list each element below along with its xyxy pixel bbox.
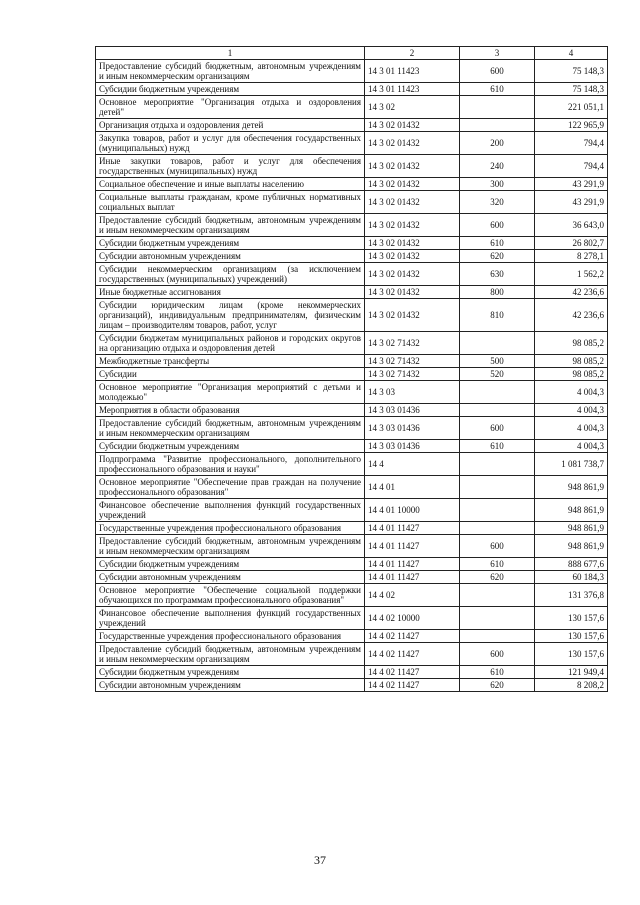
table-row bbox=[96, 476, 608, 499]
row-sum-cell: 42 236,6 bbox=[535, 299, 608, 332]
row-sum-cell: 794,4 bbox=[535, 132, 608, 155]
row-sum-cell: 1 081 738,7 bbox=[535, 453, 608, 476]
row-type-cell: 610 bbox=[460, 666, 535, 679]
row-code-cell: 14 3 02 bbox=[365, 96, 460, 119]
table-row bbox=[96, 132, 608, 155]
row-name-cell: Подпрограмма "Развитие профессионального, дополнительного профессионального образования и науки" bbox=[96, 453, 365, 476]
row-code-cell: 14 4 01 bbox=[365, 476, 460, 499]
row-code-cell: 14 3 02 01432 bbox=[365, 155, 460, 178]
page-number: 37 bbox=[314, 853, 326, 867]
row-name-cell: Субсидии автономным учреждениям bbox=[96, 250, 365, 263]
table-row bbox=[96, 191, 608, 214]
row-name-cell: Иные бюджетные ассигнования bbox=[96, 286, 365, 299]
row-sum-cell: 130 157,6 bbox=[535, 643, 608, 666]
table-row bbox=[96, 60, 608, 83]
row-type-cell: 500 bbox=[460, 355, 535, 368]
row-type-cell: 600 bbox=[460, 214, 535, 237]
row-name-cell: Предоставление субсидий бюджетным, автономным учреждениям и иным некоммерческим организациям bbox=[96, 417, 365, 440]
row-type-cell bbox=[460, 476, 535, 499]
row-name-cell: Субсидии автономным учреждениям bbox=[96, 679, 365, 692]
row-type-cell: 600 bbox=[460, 535, 535, 558]
table-row bbox=[96, 214, 608, 237]
row-code-cell: 14 3 02 71432 bbox=[365, 355, 460, 368]
row-sum-cell: 948 861,9 bbox=[535, 522, 608, 535]
row-sum-cell: 98 085,2 bbox=[535, 368, 608, 381]
row-code-cell: 14 4 02 bbox=[365, 584, 460, 607]
column-header-2: 2 bbox=[365, 47, 460, 60]
row-type-cell bbox=[460, 584, 535, 607]
row-name-cell: Предоставление субсидий бюджетным, автономным учреждениям и иным некоммерческим организациям bbox=[96, 535, 365, 558]
row-name-cell: Предоставление субсидий бюджетным, автономным учреждениям и иным некоммерческим организациям bbox=[96, 214, 365, 237]
table-row bbox=[96, 119, 608, 132]
column-header-4: 4 bbox=[535, 47, 608, 60]
table-row bbox=[96, 453, 608, 476]
row-sum-cell: 26 802,7 bbox=[535, 237, 608, 250]
table-row bbox=[96, 522, 608, 535]
row-name-cell: Субсидии bbox=[96, 368, 365, 381]
table-row bbox=[96, 643, 608, 666]
row-code-cell: 14 3 02 71432 bbox=[365, 332, 460, 355]
row-code-cell: 14 4 01 11427 bbox=[365, 535, 460, 558]
row-sum-cell: 4 004,3 bbox=[535, 404, 608, 417]
row-name-cell: Предоставление субсидий бюджетным, автономным учреждениям и иным некоммерческим организациям bbox=[96, 643, 365, 666]
row-type-cell bbox=[460, 607, 535, 630]
table-row bbox=[96, 178, 608, 191]
table-row bbox=[96, 355, 608, 368]
row-type-cell: 610 bbox=[460, 440, 535, 453]
row-name-cell: Мероприятия в области образования bbox=[96, 404, 365, 417]
row-type-cell: 520 bbox=[460, 368, 535, 381]
row-code-cell: 14 3 02 01432 bbox=[365, 119, 460, 132]
row-code-cell: 14 3 02 01432 bbox=[365, 191, 460, 214]
row-sum-cell: 130 157,6 bbox=[535, 630, 608, 643]
row-sum-cell: 8 208,2 bbox=[535, 679, 608, 692]
row-code-cell: 14 3 02 01432 bbox=[365, 214, 460, 237]
table-row bbox=[96, 381, 608, 404]
row-type-cell: 600 bbox=[460, 643, 535, 666]
row-sum-cell: 4 004,3 bbox=[535, 381, 608, 404]
row-sum-cell: 888 677,6 bbox=[535, 558, 608, 571]
row-sum-cell: 43 291,9 bbox=[535, 191, 608, 214]
table-row bbox=[96, 571, 608, 584]
table-row bbox=[96, 679, 608, 692]
table-row bbox=[96, 666, 608, 679]
row-name-cell: Основное мероприятие "Обеспечение социальной поддержки обучающихся по программам профессионального образования" bbox=[96, 584, 365, 607]
row-name-cell: Основное мероприятие "Организация мероприятий с детьми и молодежью" bbox=[96, 381, 365, 404]
row-name-cell: Социальные выплаты гражданам, кроме публичных нормативных социальных выплат bbox=[96, 191, 365, 214]
row-sum-cell: 42 236,6 bbox=[535, 286, 608, 299]
row-code-cell: 14 3 03 01436 bbox=[365, 440, 460, 453]
row-name-cell: Субсидии бюджетным учреждениям bbox=[96, 83, 365, 96]
table-row bbox=[96, 96, 608, 119]
row-type-cell: 620 bbox=[460, 679, 535, 692]
row-code-cell: 14 4 01 11427 bbox=[365, 522, 460, 535]
row-type-cell: 630 bbox=[460, 263, 535, 286]
row-code-cell: 14 4 bbox=[365, 453, 460, 476]
row-name-cell: Межбюджетные трансферты bbox=[96, 355, 365, 368]
row-type-cell: 620 bbox=[460, 250, 535, 263]
row-name-cell: Основное мероприятие "Организация отдыха и оздоровления детей" bbox=[96, 96, 365, 119]
column-header-1: 1 bbox=[96, 47, 365, 60]
row-name-cell: Основное мероприятие "Обеспечение прав граждан на получение профессионального образования" bbox=[96, 476, 365, 499]
row-sum-cell: 948 861,9 bbox=[535, 499, 608, 522]
row-code-cell: 14 4 01 11427 bbox=[365, 558, 460, 571]
row-name-cell: Субсидии некоммерческим организациям (за исключением государственных (муниципальных) учреждений) bbox=[96, 263, 365, 286]
row-code-cell: 14 4 02 11427 bbox=[365, 630, 460, 643]
row-type-cell bbox=[460, 332, 535, 355]
row-name-cell: Субсидии бюджетным учреждениям bbox=[96, 237, 365, 250]
row-sum-cell: 4 004,3 bbox=[535, 440, 608, 453]
row-sum-cell: 794,4 bbox=[535, 155, 608, 178]
row-sum-cell: 1 562,2 bbox=[535, 263, 608, 286]
row-type-cell: 610 bbox=[460, 558, 535, 571]
row-sum-cell: 221 051,1 bbox=[535, 96, 608, 119]
row-code-cell: 14 4 02 10000 bbox=[365, 607, 460, 630]
row-type-cell: 610 bbox=[460, 237, 535, 250]
table-row bbox=[96, 404, 608, 417]
row-name-cell: Финансовое обеспечение выполнения функций государственных учреждений bbox=[96, 607, 365, 630]
table-body bbox=[96, 47, 608, 692]
row-code-cell: 14 4 02 11427 bbox=[365, 679, 460, 692]
row-name-cell: Финансовое обеспечение выполнения функций государственных учреждений bbox=[96, 499, 365, 522]
table-row bbox=[96, 286, 608, 299]
row-name-cell: Субсидии юридическим лицам (кроме некоммерческих организаций), индивидуальным предпринимателям, физическим лицам – производителям товаров, работ, услуг bbox=[96, 299, 365, 332]
row-name-cell: Субсидии автономным учреждениям bbox=[96, 571, 365, 584]
row-code-cell: 14 3 02 01432 bbox=[365, 237, 460, 250]
row-sum-cell: 121 949,4 bbox=[535, 666, 608, 679]
column-header-3: 3 bbox=[460, 47, 535, 60]
row-sum-cell: 8 278,1 bbox=[535, 250, 608, 263]
row-type-cell bbox=[460, 96, 535, 119]
row-type-cell bbox=[460, 381, 535, 404]
row-code-cell: 14 4 01 10000 bbox=[365, 499, 460, 522]
table-row bbox=[96, 155, 608, 178]
row-sum-cell: 948 861,9 bbox=[535, 476, 608, 499]
table-row bbox=[96, 417, 608, 440]
row-type-cell: 620 bbox=[460, 571, 535, 584]
row-code-cell: 14 4 02 11427 bbox=[365, 666, 460, 679]
row-sum-cell: 130 157,6 bbox=[535, 607, 608, 630]
row-code-cell: 14 4 01 11427 bbox=[365, 571, 460, 584]
table-row bbox=[96, 558, 608, 571]
row-code-cell: 14 3 02 01432 bbox=[365, 263, 460, 286]
row-type-cell bbox=[460, 499, 535, 522]
row-code-cell: 14 3 02 01432 bbox=[365, 178, 460, 191]
row-name-cell: Субсидии бюджетным учреждениям bbox=[96, 666, 365, 679]
row-name-cell: Государственные учреждения профессионального образования bbox=[96, 522, 365, 535]
row-code-cell: 14 3 03 01436 bbox=[365, 404, 460, 417]
row-type-cell: 200 bbox=[460, 132, 535, 155]
row-type-cell: 610 bbox=[460, 83, 535, 96]
row-sum-cell: 60 184,3 bbox=[535, 571, 608, 584]
row-sum-cell: 98 085,2 bbox=[535, 332, 608, 355]
row-sum-cell: 131 376,8 bbox=[535, 584, 608, 607]
table-row bbox=[96, 299, 608, 332]
table-row bbox=[96, 630, 608, 643]
row-name-cell: Государственные учреждения профессионального образования bbox=[96, 630, 365, 643]
row-sum-cell: 43 291,9 bbox=[535, 178, 608, 191]
row-type-cell bbox=[460, 522, 535, 535]
row-type-cell bbox=[460, 119, 535, 132]
table-row bbox=[96, 250, 608, 263]
row-type-cell: 810 bbox=[460, 299, 535, 332]
row-code-cell: 14 3 01 11423 bbox=[365, 60, 460, 83]
row-code-cell: 14 3 02 01432 bbox=[365, 299, 460, 332]
row-name-cell: Иные закупки товаров, работ и услуг для обеспечения государственных (муниципальных) нужд bbox=[96, 155, 365, 178]
table-row bbox=[96, 607, 608, 630]
table-row bbox=[96, 584, 608, 607]
row-sum-cell: 75 148,3 bbox=[535, 60, 608, 83]
row-sum-cell: 948 861,9 bbox=[535, 535, 608, 558]
row-sum-cell: 122 965,9 bbox=[535, 119, 608, 132]
row-type-cell bbox=[460, 630, 535, 643]
table-row bbox=[96, 263, 608, 286]
row-code-cell: 14 3 01 11423 bbox=[365, 83, 460, 96]
table-row bbox=[96, 535, 608, 558]
row-name-cell: Субсидии бюджетным учреждениям bbox=[96, 558, 365, 571]
row-name-cell: Социальное обеспечение и иные выплаты населению bbox=[96, 178, 365, 191]
row-sum-cell: 36 643,0 bbox=[535, 214, 608, 237]
budget-table bbox=[95, 46, 608, 692]
row-type-cell bbox=[460, 404, 535, 417]
row-code-cell: 14 3 02 01432 bbox=[365, 250, 460, 263]
row-type-cell bbox=[460, 453, 535, 476]
table-row bbox=[96, 440, 608, 453]
row-name-cell: Организация отдыха и оздоровления детей bbox=[96, 119, 365, 132]
table-row bbox=[96, 83, 608, 96]
row-type-cell: 320 bbox=[460, 191, 535, 214]
row-name-cell: Закупка товаров, работ и услуг для обеспечения государственных (муниципальных) нужд bbox=[96, 132, 365, 155]
row-type-cell: 800 bbox=[460, 286, 535, 299]
row-sum-cell: 98 085,2 bbox=[535, 355, 608, 368]
row-sum-cell: 4 004,3 bbox=[535, 417, 608, 440]
table-header-row bbox=[96, 47, 608, 60]
row-code-cell: 14 3 03 01436 bbox=[365, 417, 460, 440]
row-type-cell: 240 bbox=[460, 155, 535, 178]
row-type-cell: 600 bbox=[460, 417, 535, 440]
row-name-cell: Субсидии бюджетам муниципальных районов и городских округов на организацию отдыха и оздоровления детей bbox=[96, 332, 365, 355]
row-code-cell: 14 3 02 71432 bbox=[365, 368, 460, 381]
row-name-cell: Субсидии бюджетным учреждениям bbox=[96, 440, 365, 453]
row-name-cell: Предоставление субсидий бюджетным, автономным учреждениям и иным некоммерческим организациям bbox=[96, 60, 365, 83]
row-type-cell: 300 bbox=[460, 178, 535, 191]
row-code-cell: 14 3 02 01432 bbox=[365, 286, 460, 299]
row-code-cell: 14 4 02 11427 bbox=[365, 643, 460, 666]
table-row bbox=[96, 368, 608, 381]
row-sum-cell: 75 148,3 bbox=[535, 83, 608, 96]
row-type-cell: 600 bbox=[460, 60, 535, 83]
table-row bbox=[96, 332, 608, 355]
table-row bbox=[96, 499, 608, 522]
row-code-cell: 14 3 03 bbox=[365, 381, 460, 404]
table-row bbox=[96, 237, 608, 250]
row-code-cell: 14 3 02 01432 bbox=[365, 132, 460, 155]
